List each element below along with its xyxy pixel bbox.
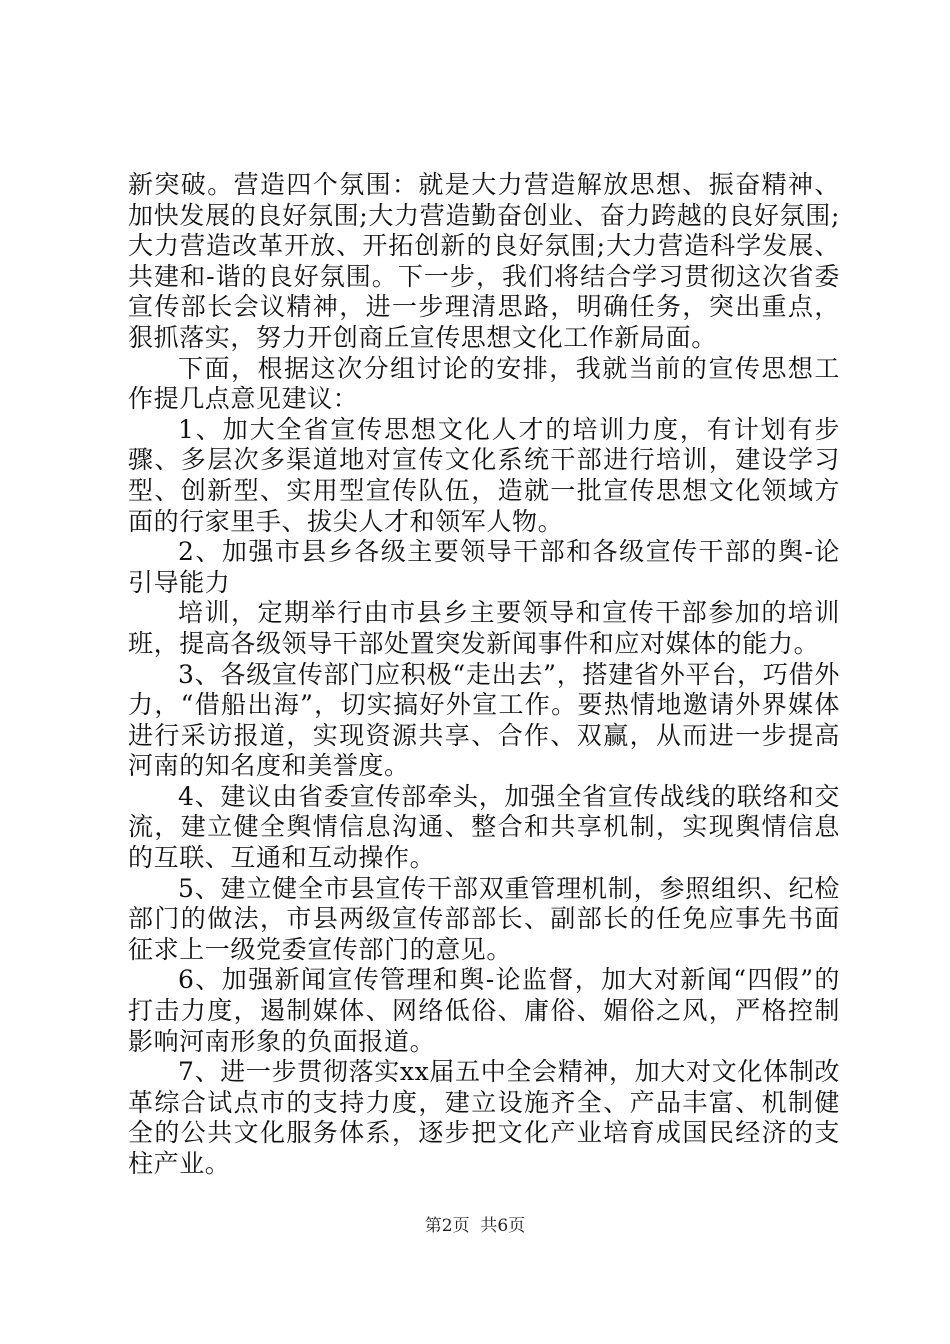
paragraph-transition: 下面，根据这次分组讨论的安排，我就当前的宣传思想工作提几点意见建议： — [128, 353, 840, 414]
paragraph-item-7: 7、进一步贯彻落实xx届五中全会精神，加大对文化体制改革综合试点市的支持力度，建立设施齐全、产品丰富、机制健全的公共文化服务体系，逐步把文化产业培育成国民经济的支柱产业。 — [128, 1057, 840, 1178]
paragraph-item-4: 4、建议由省委宣传部牵头，加强全省宣传战线的联络和交流，建立健全舆情信息沟通、整合和共享机制，实现舆情信息的互联、互通和互动操作。 — [128, 781, 840, 873]
paragraph-item-1: 1、加大全省宣传思想文化人才的培训力度，有计划有步骤、多层次多渠道地对宣传文化系统干部进行培训，建设学习型、创新型、实用型宣传队伍，造就一批宣传思想文化领域方面的行家里手、拔尖人才和领军人物。 — [128, 414, 840, 536]
paragraph-item-2: 2、加强市县乡各级主要领导干部和各级宣传干部的舆-论引导能力 — [128, 537, 840, 597]
paragraph-item-5: 5、建立健全市县宣传干部双重管理机制，参照组织、纪检部门的做法，市县两级宣传部部长、副部长的任免应事先书面征求上一级党委宣传部门的意见。 — [128, 873, 840, 964]
paragraph-item-3: 3、各级宣传部门应积极“走出去”，搭建省外平台，巧借外力，“借船出海”，切实搞好外宣工作。要热情地邀请外界媒体进行采访报道，实现资源共享、合作、双赢，从而进一步提高河南的知名度和美誉度。 — [128, 659, 840, 781]
page-number-label: 第2页 共6页 — [424, 1216, 526, 1236]
paragraph-intro-continued: 新突破。营造四个氛围：就是大力营造解放思想、振奋精神、加快发展的良好氛围;大力营造勤奋创业、奋力跨越的良好氛围;大力营造改革开放、开拓创新的良好氛围;大力营造科学发展、共建和-谐的良好氛围。下一步，我们将结合学习贯彻这次省委宣传部长会议精神，进一步理清思路，明确任务，突出重点，狠抓落实，努力开创商丘宣传思想文化工作新局面。 — [128, 170, 840, 352]
page-footer — [0, 1211, 950, 1236]
paragraph-item-6: 6、加强新闻宣传管理和舆-论监督，加大对新闻“四假”的打击力度，遏制媒体、网络低俗、庸俗、媚俗之风，严格控制影响河南形象的负面报道。 — [128, 965, 840, 1056]
document-body — [128, 170, 840, 1180]
paragraph-item-2-continued: 培训，定期举行由市县乡主要领导和宣传干部参加的培训班，提高各级领导干部处置突发新闻事件和应对媒体的能力。 — [128, 598, 840, 658]
